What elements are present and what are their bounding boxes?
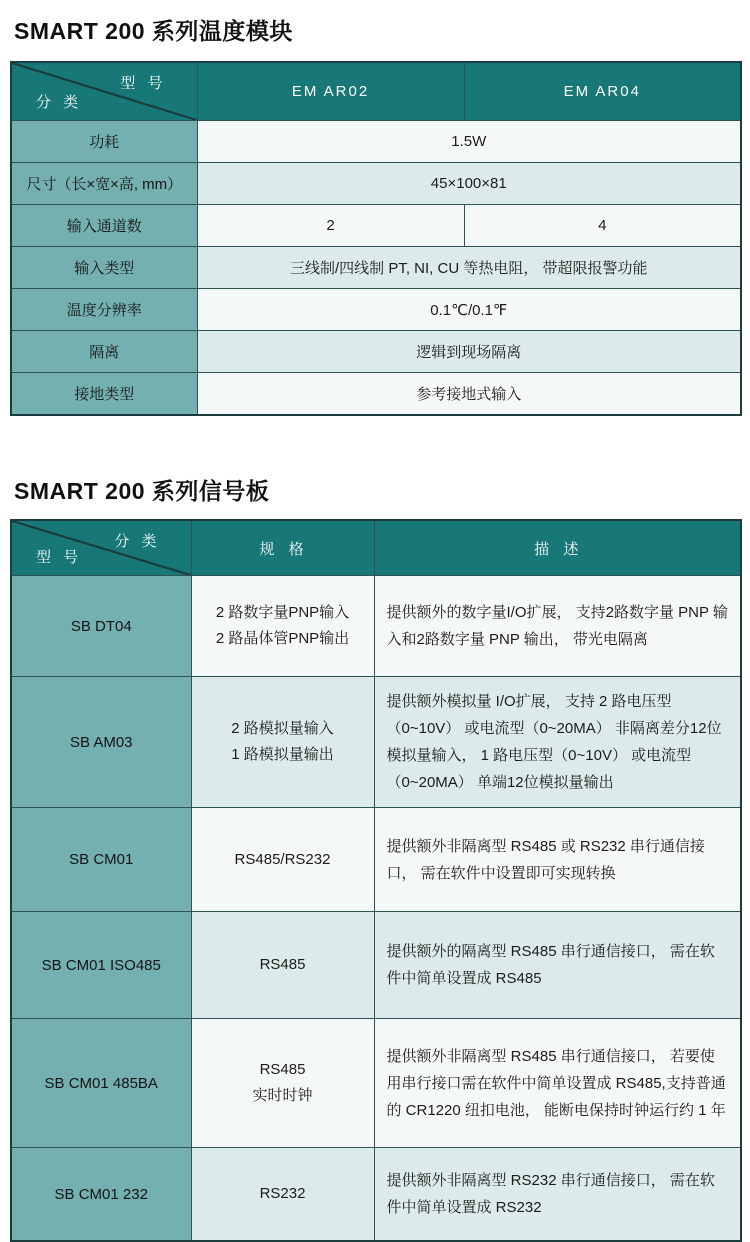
description-cell: 提供额外的数字量I/O扩展， 支持2路数字量 PNP 输入和2路数字量 PNP 输出， 带光电隔离 [374, 576, 741, 677]
section1-title: SMART 200 系列温度模块 [14, 18, 293, 44]
model-cell: SB AM03 [11, 677, 191, 808]
table-row [11, 121, 741, 163]
spec-cell [191, 1148, 374, 1242]
model-cell: SB CM01 232 [11, 1148, 191, 1242]
description-cell: 提供额外非隔离型 RS485 串行通信接口， 若要使用串行接口需在软件中简单设置成 RS485,支持普通的 CR1220 纽扣电池， 能断电保持时钟运行约 1 年 [374, 1019, 741, 1148]
row-value-cell: 1.5W [197, 121, 741, 163]
column-header-desc: 描 述 [374, 520, 741, 576]
row-label-cell: 输入通道数 [11, 205, 197, 247]
corner-top-label: 分 类 [114, 533, 161, 550]
row-label-cell: 隔离 [11, 331, 197, 373]
temperature-module-table [10, 61, 742, 416]
description-cell: 提供额外的隔离型 RS485 串行通信接口， 需在软件中简单设置成 RS485 [374, 912, 741, 1019]
corner-top-label: 型 号 [120, 75, 167, 92]
row-value-cell: 参考接地式输入 [197, 373, 741, 416]
row-value-cell: 45×100×81 [197, 163, 741, 205]
table1-header-row [11, 62, 741, 121]
model-cell: SB DT04 [11, 576, 191, 677]
table-row [11, 808, 741, 912]
description-cell: 提供额外模拟量 I/O扩展， 支持 2 路电压型（0~10V） 或电流型（0~20MA） 非隔离差分12位模拟量输入， 1 路电压型（0~10V） 或电流型（0~20MA） 单端12位模拟量输出 [374, 677, 741, 808]
table-row [11, 205, 741, 247]
spec-line: 2 路数字量PNP输入 [215, 604, 350, 621]
spec-cell [191, 677, 374, 808]
signal-board-table [10, 519, 742, 1242]
spec-line: RS485/RS232 [234, 850, 331, 868]
row-value-cell: 三线制/四线制 PT, NI, CU 等热电阻， 带超限报警功能 [197, 247, 741, 289]
model-cell: SB CM01 [11, 808, 191, 912]
table-row [11, 677, 741, 808]
table2-header-row [11, 520, 741, 576]
row-value-cell-em-ar02: 2 [197, 205, 464, 247]
table-row [11, 1148, 741, 1242]
table-row [11, 373, 741, 416]
table-row [11, 576, 741, 677]
corner-header-cell [11, 62, 197, 121]
spec-cell [191, 912, 374, 1019]
column-header-spec: 规 格 [191, 520, 374, 576]
spec-line: 2 路模拟量输入 [231, 720, 334, 737]
row-value-cell-em-ar04: 4 [464, 205, 741, 247]
model-cell: SB CM01 485BA [11, 1019, 191, 1148]
model-cell: SB CM01 ISO485 [11, 912, 191, 1019]
corner-bottom-label: 型 号 [36, 549, 83, 566]
row-value-cell: 0.1℃/0.1℉ [197, 289, 741, 331]
spec-line: RS485 [259, 956, 306, 973]
row-label-cell: 接地类型 [11, 373, 197, 416]
table-row [11, 289, 741, 331]
description-cell: 提供额外非隔离型 RS485 或 RS232 串行通信接口， 需在软件中设置即可实现转换 [374, 808, 741, 912]
spec-cell [191, 1019, 374, 1148]
description-cell: 提供额外非隔离型 RS232 串行通信接口， 需在软件中简单设置成 RS232 [374, 1148, 741, 1242]
table-row [11, 331, 741, 373]
table-row [11, 247, 741, 289]
corner-header-cell [11, 520, 191, 576]
row-value-cell: 逻辑到现场隔离 [197, 331, 741, 373]
spec-line: 1 路模拟量输出 [231, 746, 334, 763]
spec-line: 2 路晶体管PNP输出 [215, 630, 350, 647]
spec-line: RS232 [259, 1185, 306, 1202]
table-row [11, 163, 741, 205]
spec-cell [191, 576, 374, 677]
table-row [11, 1019, 741, 1148]
corner-bottom-label: 分 类 [36, 94, 83, 111]
table-row [11, 912, 741, 1019]
column-header-em-ar04: EM AR04 [464, 62, 741, 121]
section2-title: SMART 200 系列信号板 [14, 478, 270, 504]
spec-line: 实时时钟 [252, 1087, 313, 1104]
row-label-cell: 温度分辨率 [11, 289, 197, 331]
spec-cell [191, 808, 374, 912]
row-label-cell: 输入类型 [11, 247, 197, 289]
column-header-em-ar02: EM AR02 [197, 62, 464, 121]
row-label-cell: 尺寸（长×宽×高, mm） [11, 163, 197, 205]
row-label-cell: 功耗 [11, 121, 197, 163]
spec-line: RS485 [259, 1061, 306, 1078]
